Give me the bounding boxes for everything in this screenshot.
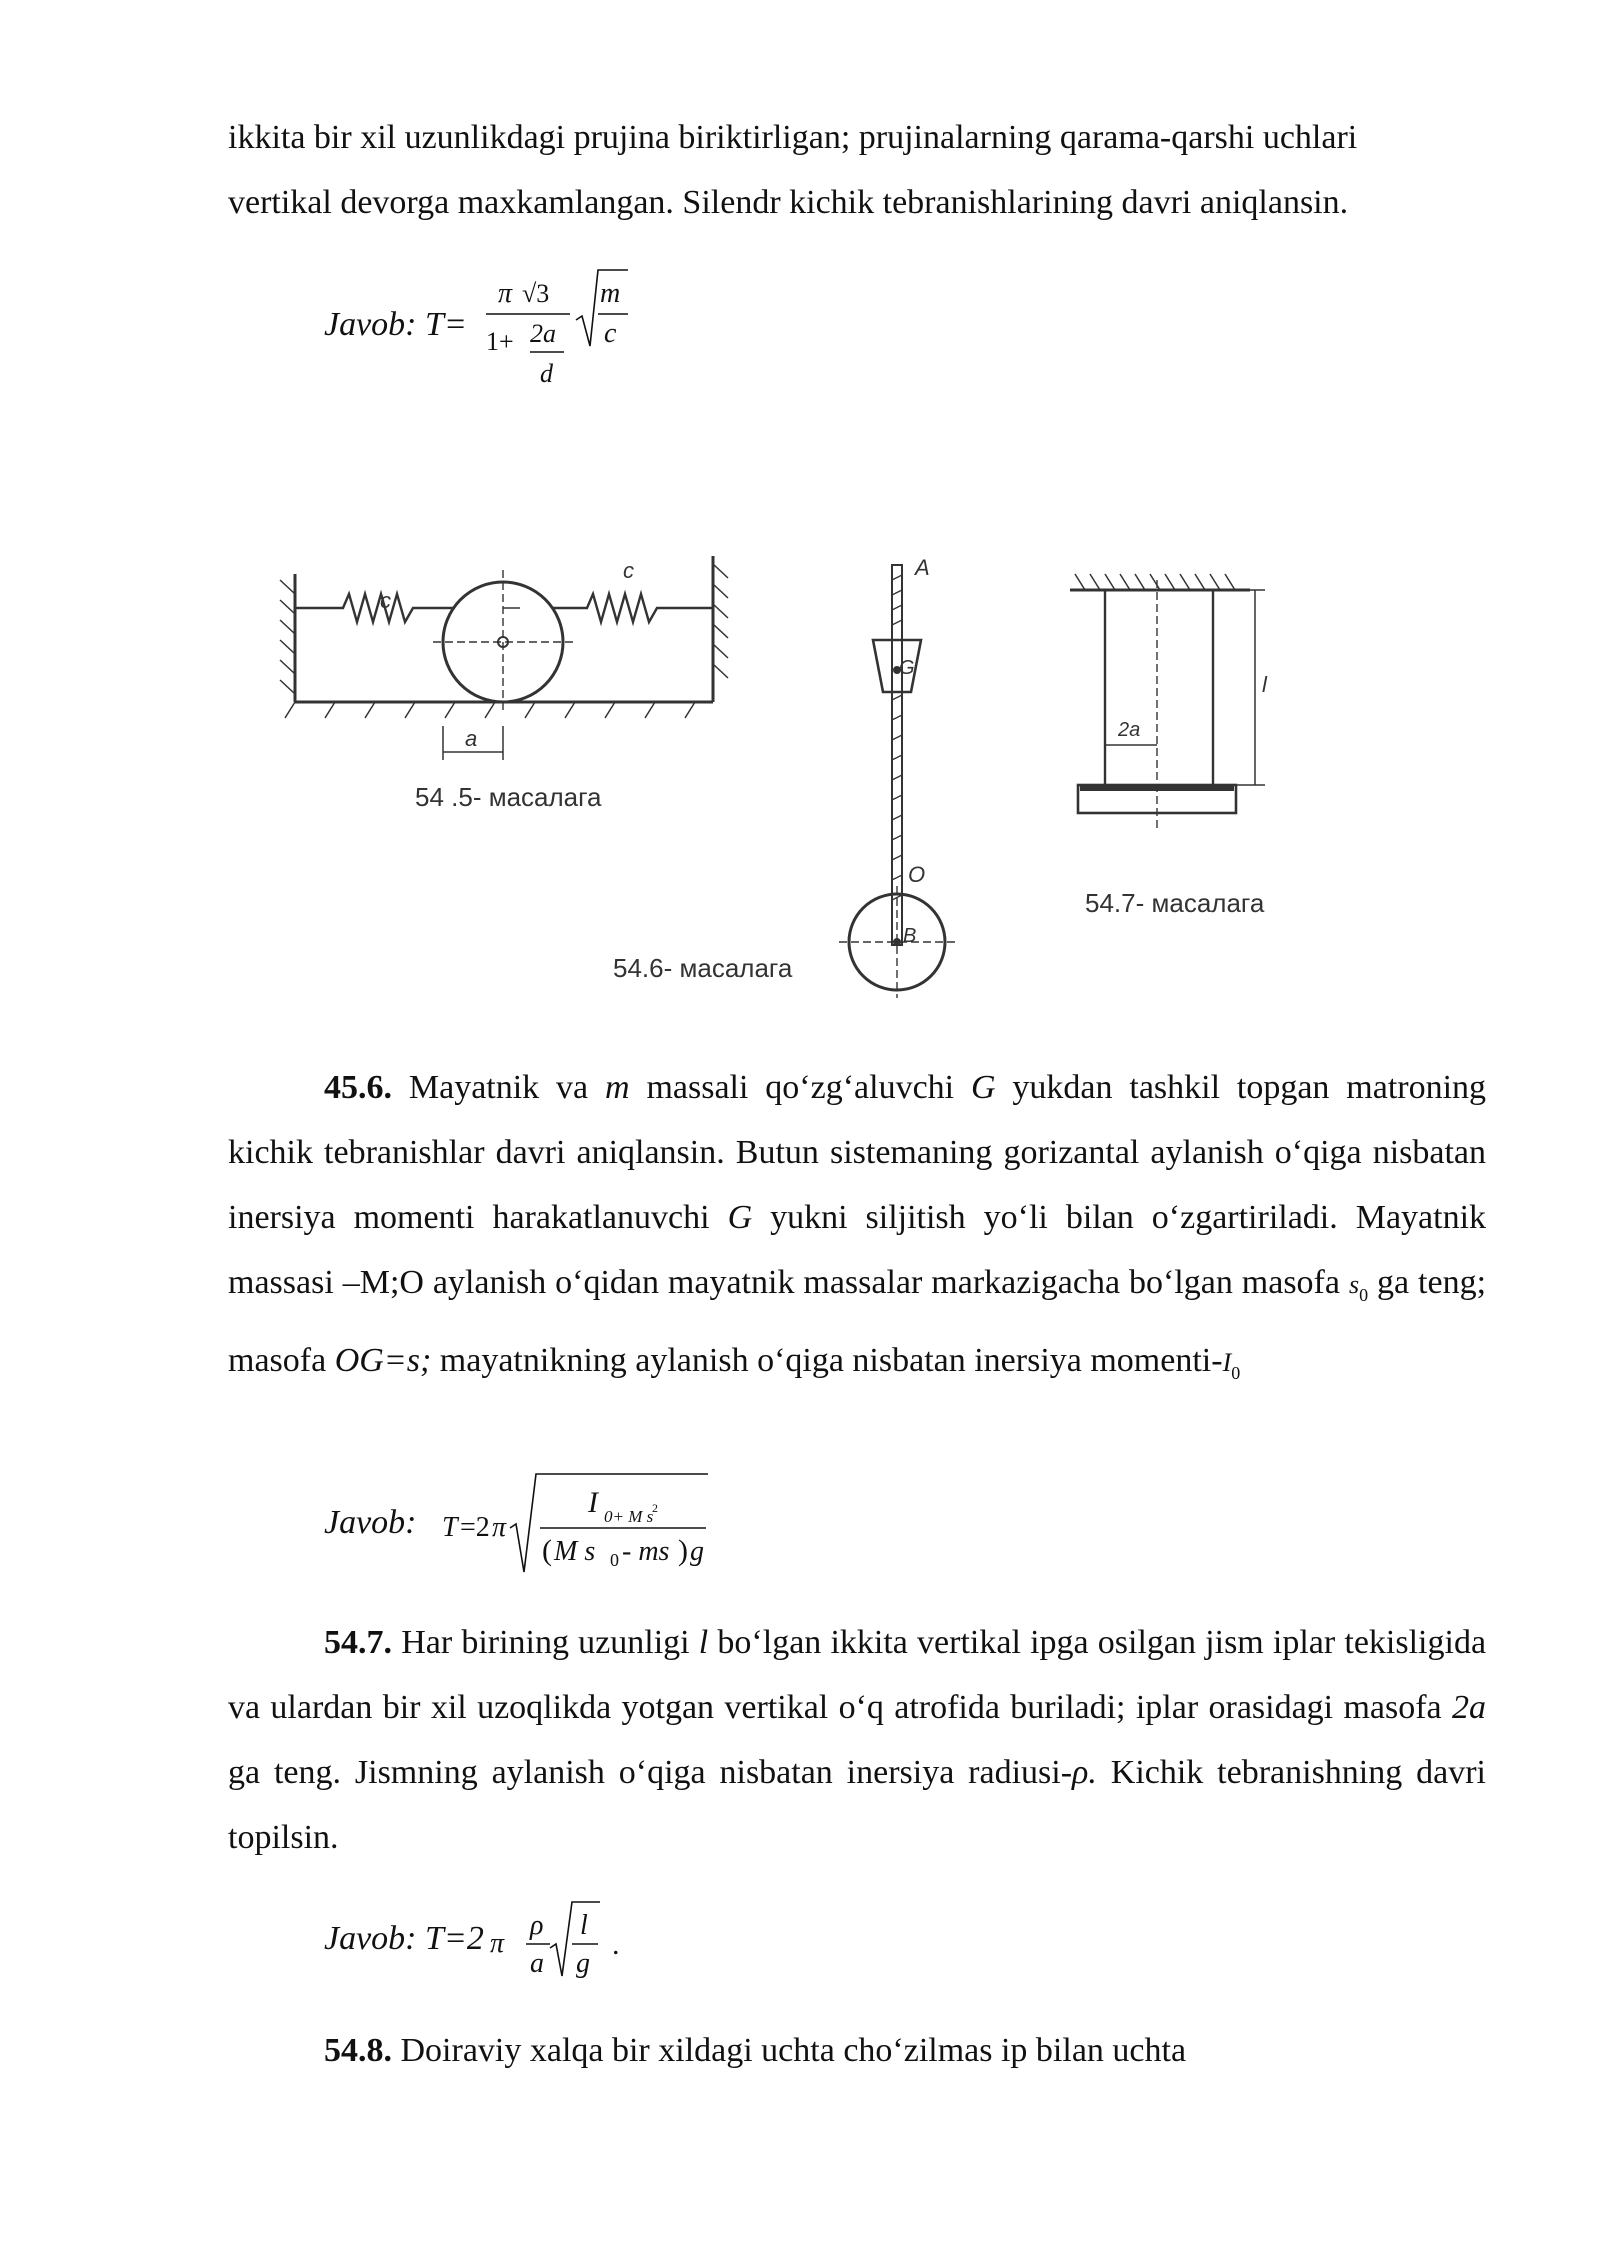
intro-paragraph bbox=[228, 105, 1486, 235]
intro-line-1: ikkita bir xil uzunlikdagi prujina biriktirligan; prujinalarning qarama-qarshi uchlari bbox=[228, 119, 1358, 156]
answer-label: Javob: bbox=[324, 306, 417, 343]
problem-54-7-number: 54.7. bbox=[324, 1624, 392, 1661]
spacing-2a-label: 2a bbox=[1118, 719, 1141, 741]
figure-54-7 bbox=[1070, 574, 1265, 830]
svg-text:0: 0 bbox=[610, 1550, 619, 1570]
spring-right-label: c bbox=[623, 558, 634, 583]
svg-text:T: T bbox=[442, 1512, 458, 1543]
point-G-label: G bbox=[899, 657, 915, 679]
formula-c: c bbox=[604, 318, 617, 349]
intro-line-2: vertikal devorga maxkamlangan. Silendr kichik tebranishlarining davri aniqlansin. bbox=[228, 184, 1349, 221]
caption-54-7: 54.7- масалага bbox=[1085, 888, 1265, 918]
svg-text:(: ( bbox=[542, 1534, 552, 1567]
formula-d: d bbox=[540, 359, 553, 388]
svg-text:2: 2 bbox=[652, 1501, 658, 1515]
svg-text:=2: =2 bbox=[460, 1512, 490, 1543]
caption-54-6: 54.6- масалага bbox=[613, 953, 793, 983]
problem-45-6: 45.6. Mayatnik va m massali qo‘zg‘aluvchi G yukdan tashkil topgan matroning kichik tebranishlar davri aniqlansin. Butun sistemaning gorizantal aylanish o‘qiga nisbatan inersiya momenti harakatlanuvchi G yukni siljitish yo‘li bilan o‘zgartiriladi. Mayatnik massasi –M;O aylanish o‘qidan mayatnik massalar markazigacha bo‘lgan masofa $s_0$ ga teng; masofa OG=s; mayatnikning aylanish o‘qiga nisbatan inersiya momenti-$I_0$ bbox=[228, 1069, 1487, 1383]
formula-pi: π bbox=[498, 278, 513, 309]
svg-text:I: I bbox=[588, 1486, 598, 1519]
svg-text:ρ: ρ bbox=[530, 1910, 544, 1941]
figure-54-6 bbox=[839, 565, 955, 998]
answer-2-formula bbox=[438, 1468, 718, 1578]
answer-1-formula bbox=[480, 262, 640, 392]
svg-text:g: g bbox=[576, 1948, 590, 1979]
point-O-label: O bbox=[908, 862, 926, 887]
svg-text:π: π bbox=[490, 1928, 505, 1959]
caption-54-5: 54 .5- масалага bbox=[415, 782, 602, 812]
answer-3-lhs: T=2 bbox=[425, 1920, 484, 1957]
answer-label: Javob: bbox=[324, 1920, 417, 1957]
formula-2a: 2a bbox=[530, 319, 556, 348]
point-B-label: B bbox=[903, 925, 917, 947]
thread-length-l-label: l bbox=[1262, 672, 1267, 697]
problem-45-6-number: 45.6. bbox=[324, 1069, 392, 1106]
formula-sqrt3: √3 bbox=[522, 279, 550, 308]
svg-text:l: l bbox=[580, 1910, 588, 1941]
problem-54-8-number: 54.8. bbox=[324, 2032, 392, 2069]
svg-text:.: . bbox=[612, 1928, 620, 1961]
svg-text:π: π bbox=[492, 1512, 507, 1543]
problem-54-8: 54.8. Doiraviy xalqa bir xildagi uchta cho‘zilmas ip bilan uchta bbox=[324, 2032, 1187, 2069]
figure-problems-54-5-to-54-7 bbox=[225, 430, 1328, 1025]
svg-text:0+ M s: 0+ M s bbox=[604, 1507, 654, 1526]
spring-left bbox=[295, 594, 455, 622]
formula-m: m bbox=[600, 278, 621, 309]
figure-54-5 bbox=[280, 556, 728, 760]
spring-left-label: c bbox=[380, 588, 391, 613]
svg-text:- ms: - ms bbox=[622, 1536, 670, 1567]
answer-3-formula bbox=[490, 1888, 630, 1988]
svg-text:M s: M s bbox=[554, 1536, 596, 1567]
figure-svg bbox=[225, 430, 1328, 1025]
dimension-a-label: a bbox=[465, 726, 478, 751]
answer-1-lhs: T= bbox=[425, 306, 467, 343]
svg-text:g: g bbox=[690, 1536, 704, 1567]
problem-54-7: 54.7. Har birining uzunligi l bo‘lgan ikkita vertikal ipga osilgan jism iplar tekisligida va ulardan bir xil uzoqlikda yotgan vertikal o‘q atrofida buriladi; iplar orasidagi masofa 2a ga teng. Jismning aylanish o‘qiga nisbatan inersiya radiusi-ρ. Kichik tebranishning davri topilsin. bbox=[228, 1624, 1487, 1856]
svg-text:): ) bbox=[678, 1534, 688, 1567]
answer-label: Javob: bbox=[324, 1504, 417, 1541]
formula-one-plus: 1+ bbox=[486, 327, 514, 356]
point-A-label: A bbox=[915, 555, 930, 580]
spring-right bbox=[553, 594, 713, 622]
svg-text:a: a bbox=[530, 1948, 544, 1979]
